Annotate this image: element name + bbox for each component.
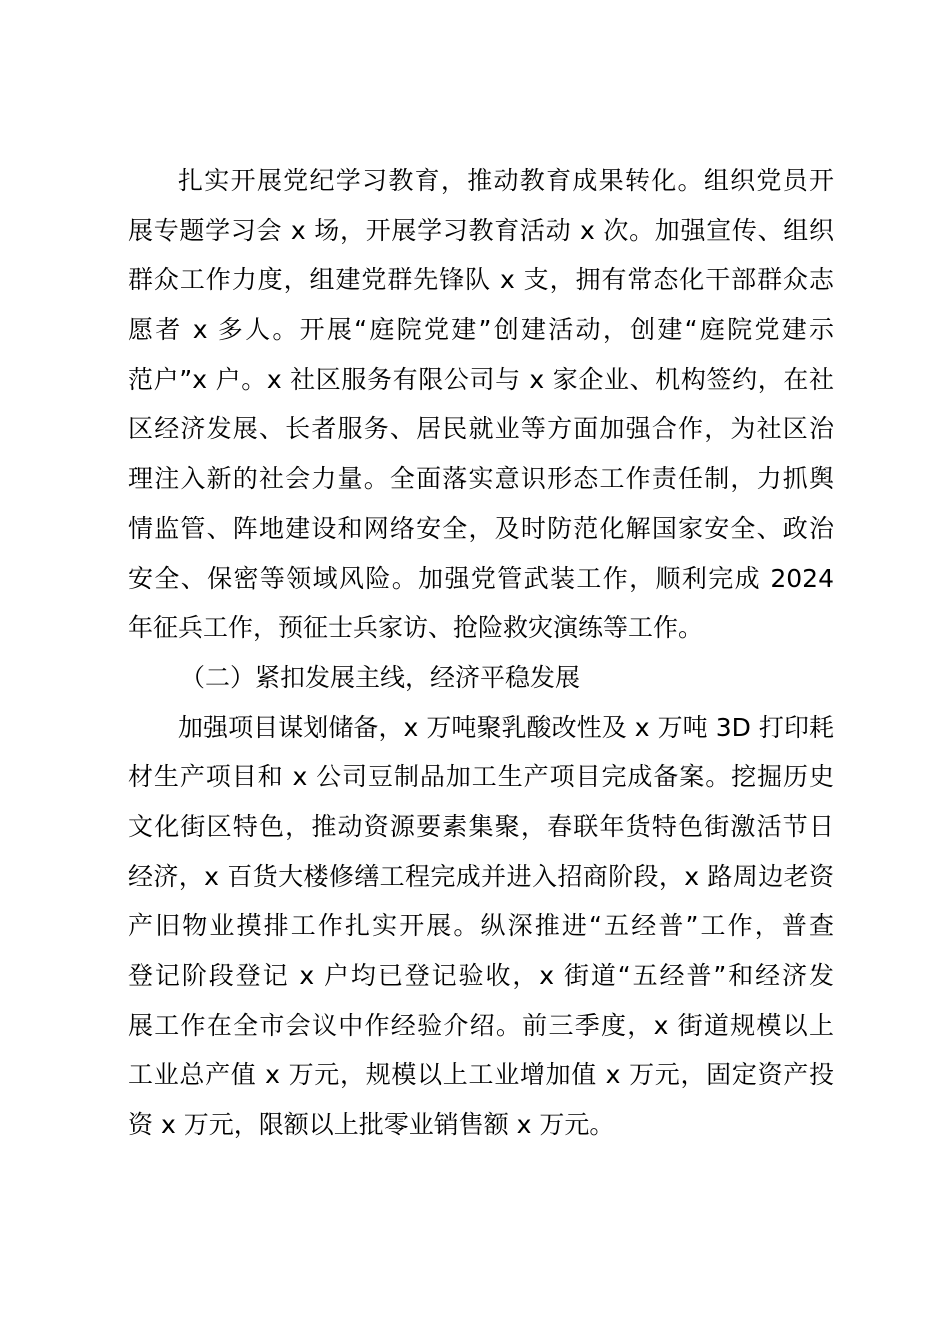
paragraph-2-line-8: 工业总产值 x 万元，规模以上工业增加值 x 万元，固定资产投 [128, 1060, 834, 1090]
paragraph-1-line-2: 展专题学习会 x 场，开展学习教育活动 x 次。加强宣传、组织 [128, 215, 834, 245]
paragraph-1-line-5: 范户”x 户。x 社区服务有限公司与 x 家企业、机构签约，在社 [128, 364, 834, 394]
section-heading: （二）紧扣发展主线，经济平稳发展 [180, 662, 581, 692]
document-body [128, 156, 834, 1150]
paragraph-2-line-7: 展工作在全市会议中作经验介绍。前三季度，x 街道规模以上 [128, 1010, 834, 1040]
paragraph-2-line-6: 登记阶段登记 x 户均已登记验收，x 街道“五经普”和经济发 [128, 961, 834, 990]
paragraph-2-line-2: 材生产项目和 x 公司豆制品加工生产项目完成备案。挖掘历史 [128, 762, 834, 792]
paragraph-1-line-6: 区经济发展、长者服务、居民就业等方面加强合作，为社区治 [128, 414, 834, 444]
paragraph-1-line-1: 扎实开展党纪学习教育，推动教育成果转化。组织党员开 [178, 166, 834, 195]
paragraph-1-line-3: 群众工作力度，组建党群先锋队 x 支，拥有常态化干部群众志 [128, 265, 834, 295]
paragraph-2-line-3: 文化街区特色，推动资源要素集聚，春联年货特色街激活节日 [128, 811, 834, 841]
paragraph-2-line-1: 加强项目谋划储备，x 万吨聚乳酸改性及 x 万吨 3D 打印耗 [178, 712, 834, 742]
paragraph-2-line-5: 产旧物业摸排工作扎实开展。纵深推进“五经普”工作，普查 [128, 911, 834, 941]
paragraph-2-line-4: 经济，x 百货大楼修缮工程完成并进入招商阶段，x 路周边老资 [128, 861, 834, 891]
paragraph-1-line-4: 愿者 x 多人。开展“庭院党建”创建活动，创建“庭院党建示 [128, 315, 834, 345]
paragraph-1-line-8: 情监管、阵地建设和网络安全，及时防范化解国家安全、政治 [128, 513, 834, 543]
paragraph-1-line-10: 年征兵工作，预征士兵家访、抢险救灾演练等工作。 [128, 613, 704, 643]
paragraph-1-line-9: 安全、保密等领域风险。加强党管武装工作，顺利完成 2024 [128, 563, 834, 593]
paragraph-1-line-7: 理注入新的社会力量。全面落实意识形态工作责任制，力抓舆 [128, 464, 834, 494]
paragraph-2-line-9: 资 x 万元，限额以上批零业销售额 x 万元。 [128, 1110, 615, 1140]
